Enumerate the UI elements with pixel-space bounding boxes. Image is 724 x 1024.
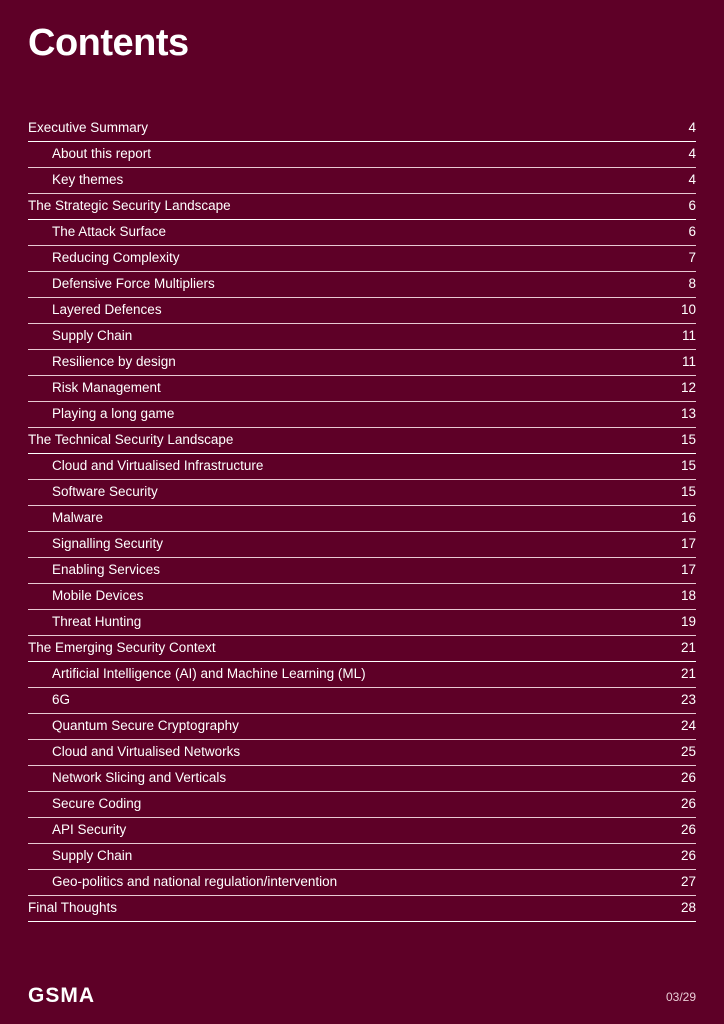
- toc-entry-page: 24: [680, 718, 696, 733]
- toc-entry-title: Final Thoughts: [28, 900, 118, 915]
- toc-entry-page: 13: [680, 406, 696, 421]
- toc-entry-page: 23: [680, 692, 696, 707]
- toc-subsection-entry[interactable]: [28, 610, 696, 636]
- page-title: Contents: [28, 22, 189, 64]
- toc-subsection-entry[interactable]: [28, 168, 696, 194]
- toc-entry-title: Software Security: [52, 484, 158, 499]
- toc-entry-title: Playing a long game: [52, 406, 175, 421]
- toc-entry-title: Defensive Force Multipliers: [52, 276, 215, 291]
- toc-entry-page: 12: [680, 380, 696, 395]
- toc-section-entry[interactable]: [28, 428, 696, 454]
- toc-entry-page: 8: [688, 276, 696, 291]
- toc-entry-page: 21: [680, 666, 696, 681]
- toc-entry-title: Supply Chain: [52, 848, 133, 863]
- toc-entry-title: Key themes: [52, 172, 124, 187]
- toc-entry-page: 26: [680, 822, 696, 837]
- toc-entry-page: 25: [680, 744, 696, 759]
- toc-entry-page: 28: [680, 900, 696, 915]
- toc-section-entry[interactable]: [28, 636, 696, 662]
- toc-entry-title: The Technical Security Landscape: [28, 432, 234, 447]
- toc-entry-page: 11: [681, 354, 696, 369]
- toc-subsection-entry[interactable]: [28, 246, 696, 272]
- toc-entry-page: 18: [680, 588, 696, 603]
- toc-entry-title: Executive Summary: [28, 120, 149, 135]
- toc-entry-title: Threat Hunting: [52, 614, 142, 629]
- toc-subsection-entry[interactable]: [28, 766, 696, 792]
- toc-subsection-entry[interactable]: [28, 740, 696, 766]
- toc-entry-page: 4: [688, 120, 696, 135]
- toc-entry-page: 26: [680, 796, 696, 811]
- toc-subsection-entry[interactable]: [28, 844, 696, 870]
- toc-entry-title: The Attack Surface: [52, 224, 167, 239]
- toc-entry-title: Mobile Devices: [52, 588, 144, 603]
- toc-entry-page: 6: [688, 224, 696, 239]
- toc-entry-title: Risk Management: [52, 380, 161, 395]
- toc-subsection-entry[interactable]: [28, 532, 696, 558]
- toc-subsection-entry[interactable]: [28, 818, 696, 844]
- toc-entry-title: Layered Defences: [52, 302, 162, 317]
- toc-entry-title: Cloud and Virtualised Infrastructure: [52, 458, 264, 473]
- toc-subsection-entry[interactable]: [28, 688, 696, 714]
- toc-entry-page: 10: [680, 302, 696, 317]
- toc-entry-title: The Strategic Security Landscape: [28, 198, 231, 213]
- toc-entry-title: Enabling Services: [52, 562, 161, 577]
- toc-entry-page: 15: [680, 458, 696, 473]
- toc-subsection-entry[interactable]: [28, 714, 696, 740]
- toc-entry-title: API Security: [52, 822, 127, 837]
- toc-subsection-entry[interactable]: [28, 324, 696, 350]
- toc-entry-title: 6G: [52, 692, 71, 707]
- toc-subsection-entry[interactable]: [28, 220, 696, 246]
- toc-subsection-entry[interactable]: [28, 350, 696, 376]
- toc-subsection-entry[interactable]: [28, 454, 696, 480]
- svg-text:GSMA: GSMA: [28, 984, 95, 1006]
- toc-entry-title: Secure Coding: [52, 796, 142, 811]
- toc-entry-title: Signalling Security: [52, 536, 164, 551]
- toc-subsection-entry[interactable]: [28, 870, 696, 896]
- toc-subsection-entry[interactable]: [28, 558, 696, 584]
- toc-entry-title: Artificial Intelligence (AI) and Machine Learning (ML): [52, 666, 366, 681]
- toc-entry-page: 27: [680, 874, 696, 889]
- toc-entry-title: Resilience by design: [52, 354, 176, 369]
- toc-entry-title: Supply Chain: [52, 328, 133, 343]
- toc-entry-page: 21: [680, 640, 696, 655]
- toc-section-entry[interactable]: [28, 116, 696, 142]
- toc-entry-title: Malware: [52, 510, 104, 525]
- page-number: 03/29: [665, 990, 696, 1004]
- toc-subsection-entry[interactable]: [28, 506, 696, 532]
- toc-entry-page: 6: [688, 198, 696, 213]
- toc-section-entry[interactable]: [28, 896, 696, 922]
- toc-subsection-entry[interactable]: [28, 142, 696, 168]
- table-of-contents: [28, 116, 696, 922]
- toc-entry-page: 11: [681, 328, 696, 343]
- toc-entry-title: About this report: [52, 146, 152, 161]
- toc-entry-page: 26: [680, 770, 696, 785]
- toc-entry-title: The Emerging Security Context: [28, 640, 216, 655]
- toc-entry-title: Quantum Secure Cryptography: [52, 718, 239, 733]
- toc-section-entry[interactable]: [28, 194, 696, 220]
- toc-entry-page: 15: [680, 432, 696, 447]
- toc-entry-page: 17: [680, 562, 696, 577]
- toc-subsection-entry[interactable]: [28, 792, 696, 818]
- toc-entry-page: 7: [688, 250, 696, 265]
- toc-entry-page: 19: [680, 614, 696, 629]
- toc-subsection-entry[interactable]: [28, 376, 696, 402]
- toc-entry-title: Cloud and Virtualised Networks: [52, 744, 241, 759]
- toc-entry-title: Geo-politics and national regulation/intervention: [52, 874, 338, 889]
- toc-entry-page: 16: [680, 510, 696, 525]
- toc-entry-title: Network Slicing and Verticals: [52, 770, 227, 785]
- toc-subsection-entry[interactable]: [28, 272, 696, 298]
- toc-entry-page: 17: [680, 536, 696, 551]
- gsma-logo: [28, 984, 140, 1006]
- toc-subsection-entry[interactable]: [28, 584, 696, 610]
- toc-subsection-entry[interactable]: [28, 480, 696, 506]
- toc-entry-page: 4: [688, 172, 696, 187]
- toc-entry-title: Reducing Complexity: [52, 250, 180, 265]
- toc-subsection-entry[interactable]: [28, 662, 696, 688]
- toc-entry-page: 15: [680, 484, 696, 499]
- toc-subsection-entry[interactable]: [28, 402, 696, 428]
- toc-entry-page: 26: [680, 848, 696, 863]
- toc-subsection-entry[interactable]: [28, 298, 696, 324]
- toc-entry-page: 4: [688, 146, 696, 161]
